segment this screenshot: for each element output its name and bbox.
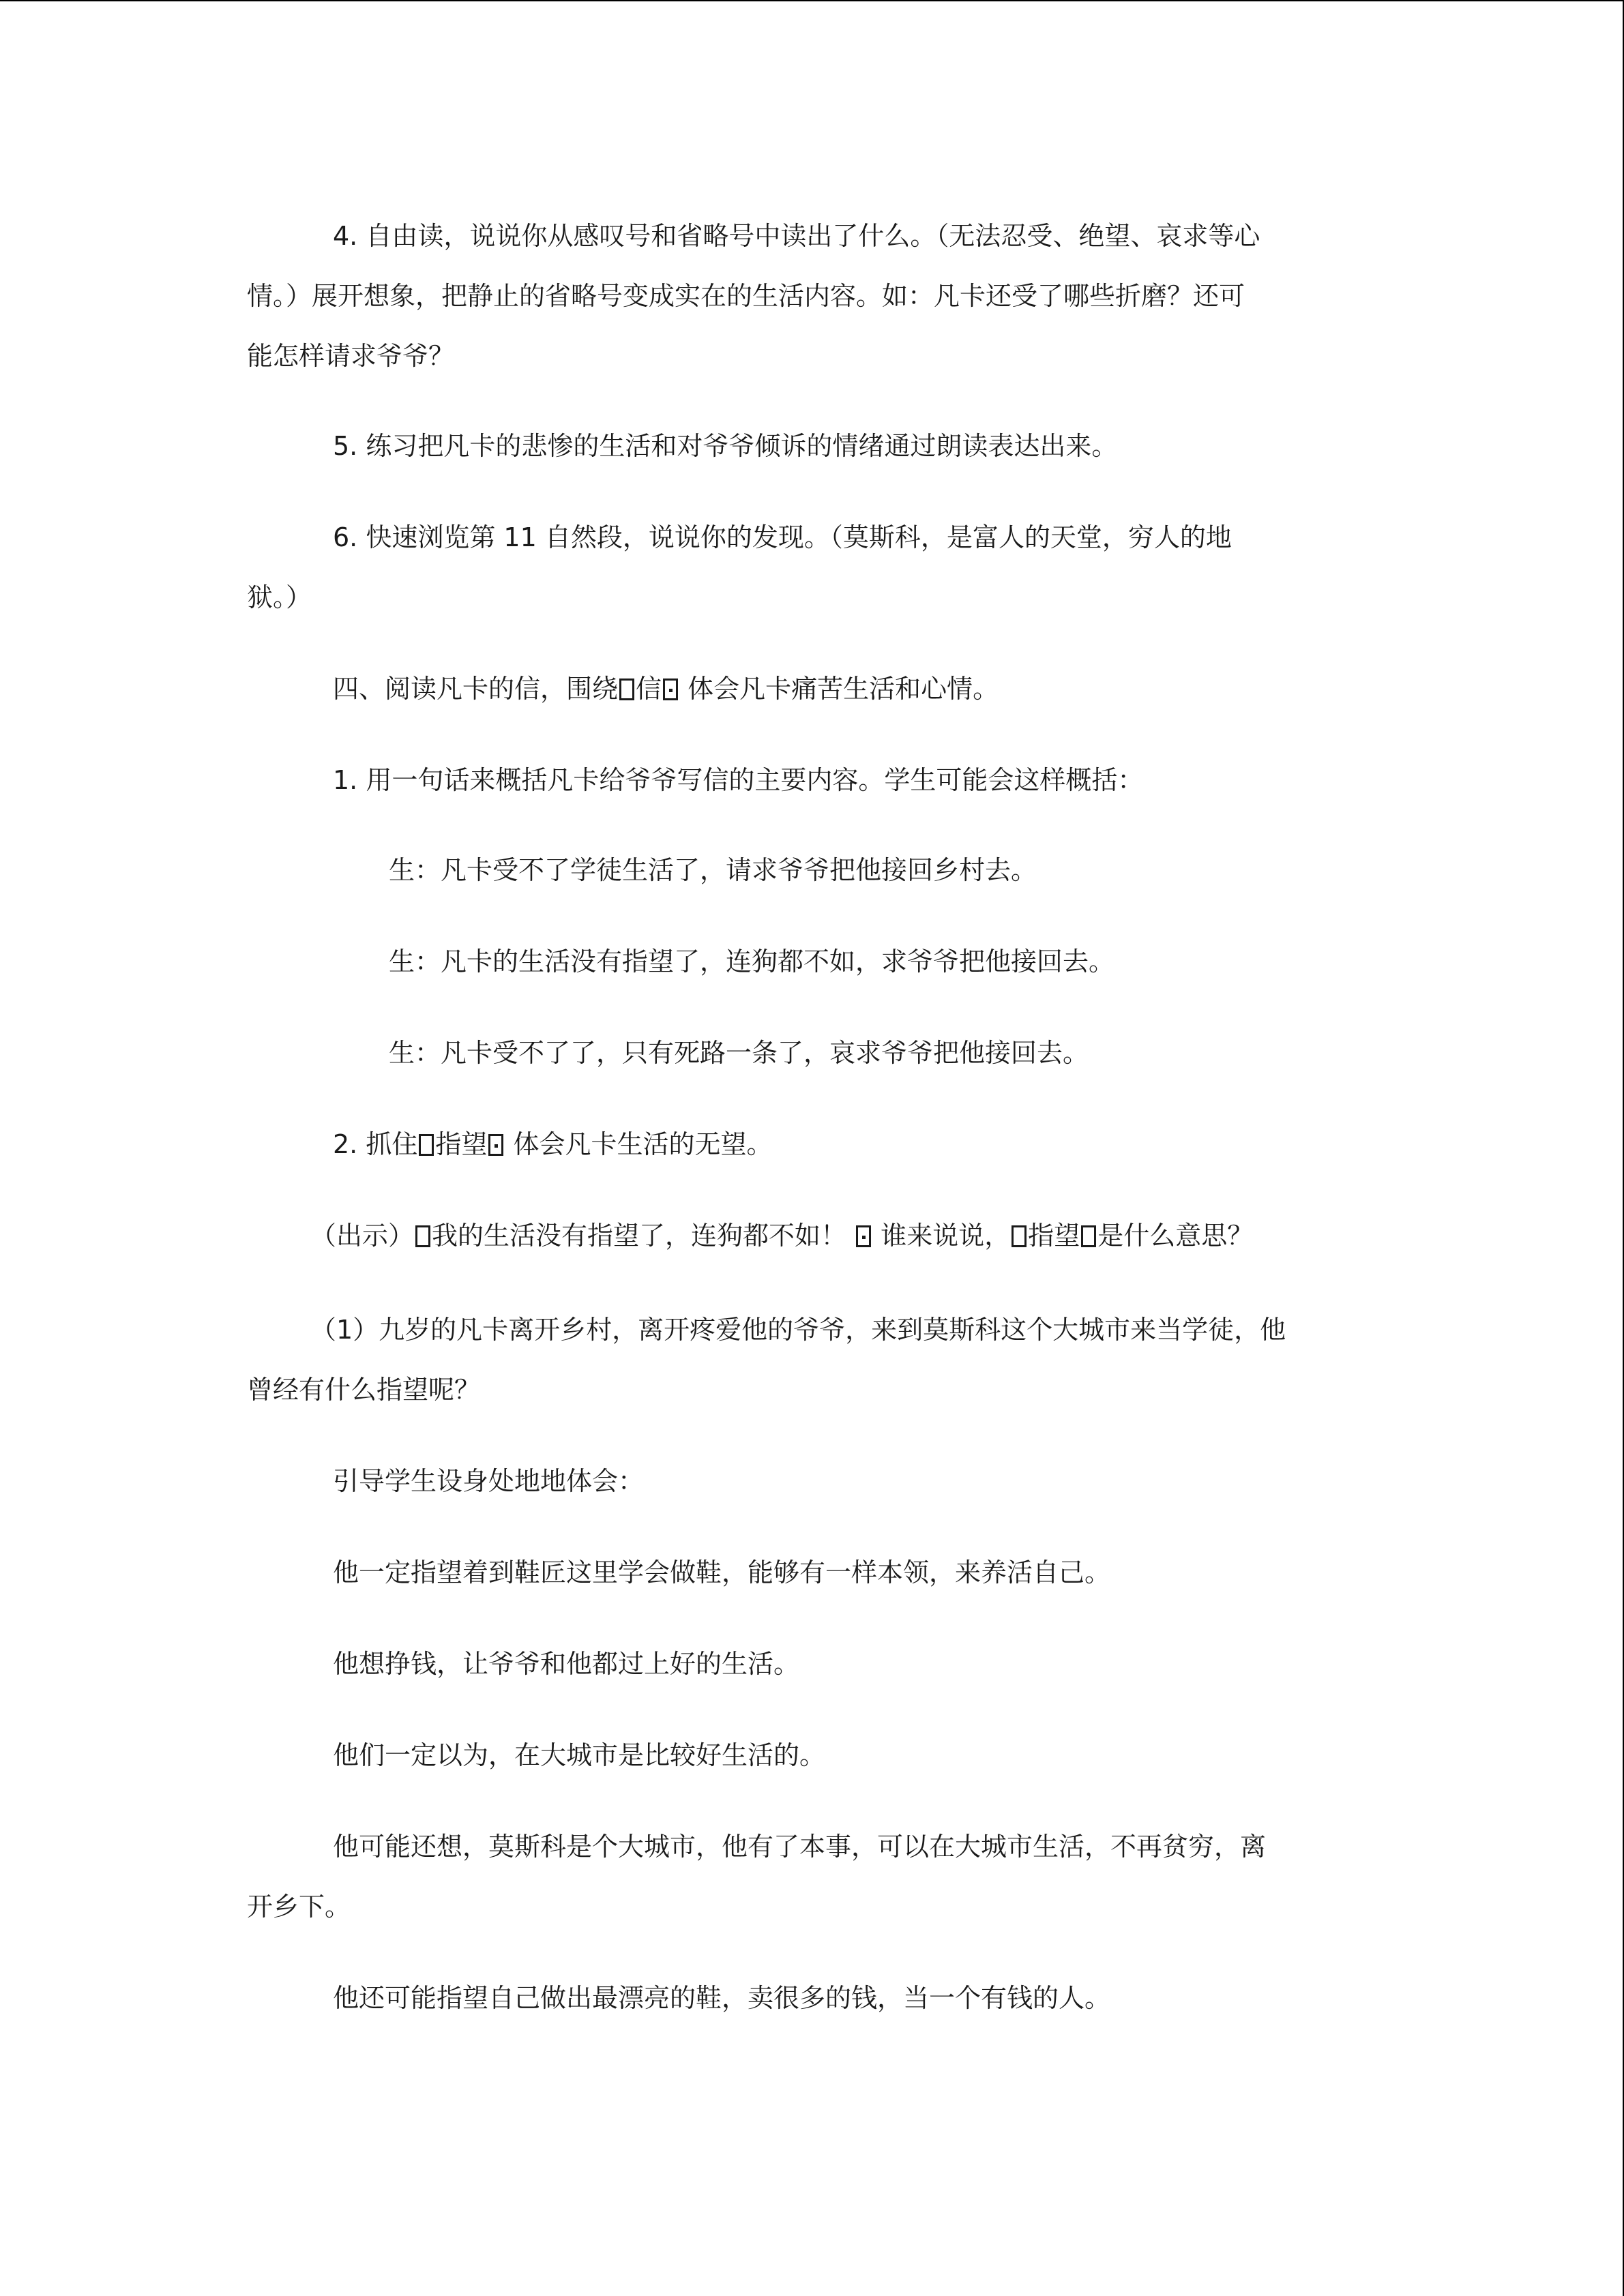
- display-quote: [310, 1206, 1253, 1266]
- display-text-e: 是什么意思？: [1097, 1221, 1254, 1251]
- guidance-item-2: 他想挣钱，让爷爷和他都过上好的生活。: [333, 1649, 800, 1679]
- guidance-item-5: 他还可能指望自己做出最漂亮的鞋，卖很多的钱，当一个有钱的人。: [333, 1983, 1111, 2013]
- paragraph-5: 5. 练习把凡卡的悲惨的生活和对爷爷倾诉的情绪通过朗读表达出来。: [333, 431, 1118, 461]
- section-4-heading: [333, 659, 999, 719]
- missing-glyph-icon: [419, 1134, 434, 1156]
- guidance-item-1: 他一定指望着到鞋匠这里学会做鞋，能够有一样本领，来养活自己。: [333, 1557, 1111, 1587]
- step-2-text-a: 2. 抓住: [333, 1129, 418, 1159]
- guidance-item-3: 他们一定以为，在大城市是比较好生活的。: [333, 1740, 826, 1770]
- section-4-text-b: 信: [636, 674, 662, 704]
- missing-glyph-icon: [415, 1225, 430, 1247]
- missing-glyph-icon: [663, 679, 678, 700]
- student-answer-3: 生：凡卡受不了了，只有死路一条了，哀求爷爷把他接回去。: [389, 1038, 1089, 1068]
- step-2-text-c: 体会凡卡生活的无望。: [513, 1129, 773, 1159]
- student-answer-2: 生：凡卡的生活没有指望了，连狗都不如，求爷爷把他接回去。: [389, 946, 1115, 976]
- missing-glyph-icon: [856, 1225, 871, 1247]
- paragraph-6-line-1: 6. 快速浏览第 11 自然段，说说你的发现。（莫斯科，是富人的天堂，穷人的地: [333, 522, 1232, 552]
- missing-glyph-icon: [488, 1134, 503, 1156]
- step-1: 1. 用一句话来概括凡卡给爷爷写信的主要内容。学生可能会这样概括：: [333, 765, 1144, 795]
- page-top-border: [0, 0, 1624, 1]
- missing-glyph-icon: [619, 679, 634, 700]
- guidance-item-4-line-2: 开乡下。: [247, 1892, 351, 1922]
- question-1-line-2: 曾经有什么指望呢？: [247, 1375, 481, 1405]
- question-1-line-1: （1）九岁的凡卡离开乡村，离开疼爱他的爷爷，来到莫斯科这个大城市来当学徒，他: [310, 1315, 1286, 1345]
- display-text-b: 我的生活没有指望了，连狗都不如！: [432, 1221, 847, 1251]
- student-answer-1: 生：凡卡受不了学徒生活了，请求爷爷把他接回乡村去。: [389, 855, 1037, 885]
- missing-glyph-icon: [1081, 1225, 1096, 1247]
- paragraph-4-line-2: 情。）展开想象，把静止的省略号变成实在的生活内容。如：凡卡还受了哪些折磨？还可: [247, 281, 1245, 311]
- display-text-c: 谁来说说，: [881, 1221, 1011, 1251]
- guidance-item-4-line-1: 他可能还想，莫斯科是个大城市，他有了本事，可以在大城市生活，不再贫穷，离: [333, 1832, 1267, 1862]
- paragraph-6-line-2: 狱。）: [247, 582, 312, 612]
- step-2: [333, 1114, 772, 1174]
- section-4-text-a: 四、阅读凡卡的信，围绕: [333, 674, 619, 704]
- section-4-text-c: 体会凡卡痛苦生活和心情。: [688, 674, 999, 704]
- paragraph-4-line-1: 4. 自由读，说说你从感叹号和省略号中读出了什么。（无法忍受、绝望、哀求等心: [333, 221, 1260, 251]
- guidance-intro: 引导学生设身处地地体会：: [333, 1466, 645, 1496]
- display-text-d: 指望: [1028, 1221, 1080, 1251]
- paragraph-4-line-3: 能怎样请求爷爷？: [247, 341, 455, 371]
- display-text-a: （出示）: [310, 1221, 415, 1251]
- step-2-text-b: 指望: [435, 1129, 488, 1159]
- missing-glyph-icon: [1012, 1225, 1027, 1247]
